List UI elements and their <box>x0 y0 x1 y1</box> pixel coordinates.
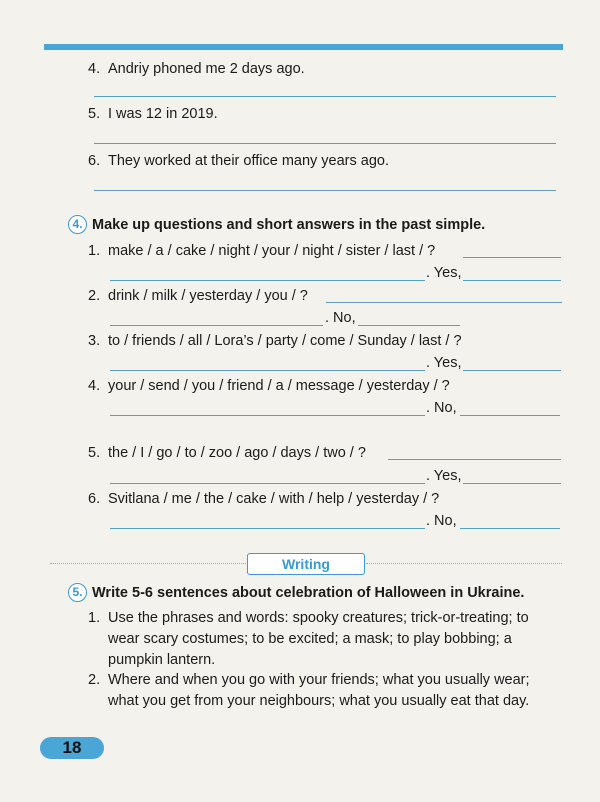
item-number: 2. <box>88 672 101 688</box>
short-answer-line[interactable] <box>460 415 560 416</box>
question-prompt: Svitlana / me / the / cake / with / help / yesterday / ? <box>108 491 440 507</box>
short-answer-line[interactable] <box>463 370 561 371</box>
short-answer-line[interactable] <box>463 483 561 484</box>
item-number: 1. <box>88 610 101 626</box>
item-number: 3. <box>88 333 101 349</box>
sentence-text: Andriy phoned me 2 days ago. <box>108 61 305 77</box>
item-number: 4. <box>88 378 101 394</box>
item-number: 6. <box>88 153 101 169</box>
question-prompt: make / a / cake / night / your / night / sister / last / ? <box>108 243 436 259</box>
short-answer-line[interactable] <box>358 325 460 326</box>
question-line[interactable] <box>463 257 561 258</box>
question-answer-line[interactable] <box>110 280 425 281</box>
section-divider <box>50 563 246 564</box>
writing-instruction: Use the phrases and words: spooky creatures; trick-or-treating; to wear scary costumes; to be excited; a mask; to play bobbing; a pumpkin lantern. <box>108 610 529 668</box>
short-answer-label: . Yes, <box>426 468 462 484</box>
answer-line[interactable] <box>94 190 556 191</box>
question-prompt: the / I / go / to / zoo / ago / days / two / ? <box>108 445 366 461</box>
short-answer-line[interactable] <box>460 528 560 529</box>
question-line[interactable] <box>388 459 561 460</box>
short-answer-line[interactable] <box>463 280 561 281</box>
answer-line[interactable] <box>94 143 556 144</box>
item-number: 1. <box>88 243 101 259</box>
item-number: 5. <box>88 445 101 461</box>
question-line[interactable] <box>326 302 562 303</box>
short-answer-label: . No, <box>426 400 457 416</box>
short-answer-label: . No, <box>325 310 356 326</box>
sentence-text: They worked at their office many years ago. <box>108 153 390 169</box>
page-number: 18 <box>40 737 104 759</box>
top-accent-bar <box>44 44 563 50</box>
question-answer-line[interactable] <box>110 325 323 326</box>
sentence-text: I was 12 in 2019. <box>108 106 218 122</box>
item-number: 2. <box>88 288 101 304</box>
writing-instruction: Where and when you go with your friends; what you usually wear; what you get from your neighbours; what you usually eat that day. <box>108 672 530 709</box>
question-answer-line[interactable] <box>110 370 425 371</box>
item-number: 4. <box>88 61 101 77</box>
task-number-badge: 4. <box>68 215 87 234</box>
item-number: 6. <box>88 491 101 507</box>
task-title: Write 5-6 sentences about celebration of Halloween in Ukraine. <box>92 585 525 601</box>
question-prompt: drink / milk / yesterday / you / ? <box>108 288 308 304</box>
section-divider <box>366 563 562 564</box>
question-answer-line[interactable] <box>110 528 425 529</box>
answer-line[interactable] <box>94 96 556 97</box>
question-prompt: to / friends / all / Lora’s / party / come / Sunday / last / ? <box>108 333 462 349</box>
item-number: 5. <box>88 106 101 122</box>
short-answer-label: . No, <box>426 513 457 529</box>
task-title: Make up questions and short answers in the past simple. <box>92 217 486 233</box>
question-answer-line[interactable] <box>110 483 425 484</box>
writing-section-label: Writing <box>247 553 365 575</box>
question-answer-line[interactable] <box>110 415 425 416</box>
short-answer-label: . Yes, <box>426 265 462 281</box>
question-prompt: your / send / you / friend / a / message / yesterday / ? <box>108 378 450 394</box>
short-answer-label: . Yes, <box>426 355 462 371</box>
task-number-badge: 5. <box>68 583 87 602</box>
